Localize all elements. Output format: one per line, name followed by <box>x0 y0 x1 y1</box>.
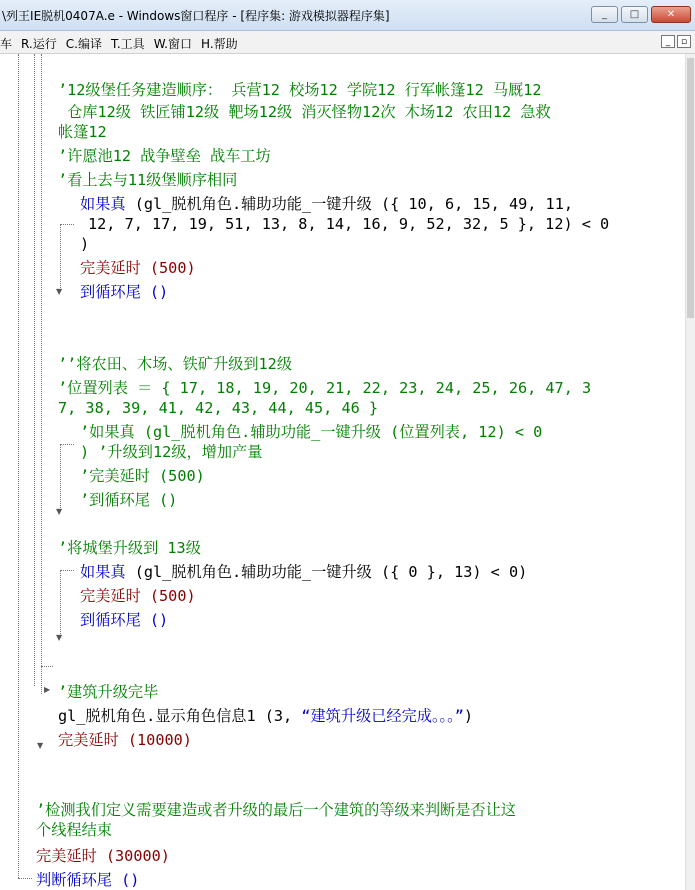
menu-item[interactable]: W.窗口 <box>153 37 192 51</box>
code-expression: 12, 7, 17, 19, 51, 13, 8, 14, 16, 9, 52, 32, 5 }, 12) < 0 <box>88 215 610 233</box>
code-loop-tail-call: 到循环尾 () <box>80 283 169 301</box>
maximize-button[interactable]: □ <box>621 6 648 23</box>
window-title: \列王IE脱机0407A.e - Windows窗口程序 - [程序集: 游戏模拟器程序集] <box>2 9 390 23</box>
code-delay-call: 完美延时 (30000) <box>36 847 170 865</box>
code-expression: (gl_脱机角色.辅助功能_一键升级 ({ 10, 6, 15, 49, 11, <box>125 195 573 213</box>
code-line-if3 <box>80 562 527 582</box>
menu-item[interactable]: R.运行 <box>21 37 57 51</box>
code-comment: ) ’升级到12级，增加产量 <box>80 443 263 461</box>
code-line-if1 <box>80 194 573 214</box>
code-comment: ’看上去与11级堡顺序相同 <box>58 171 238 189</box>
if1-guide-line <box>60 224 61 290</box>
code-editor[interactable] <box>0 54 686 890</box>
code-delay-call: 完美延时 (10000) <box>58 731 192 749</box>
loop-guide-bottom <box>18 878 32 879</box>
if2-guide-top <box>60 444 74 445</box>
menu-item[interactable]: H.帮助 <box>201 37 238 51</box>
code-expression: ) <box>80 235 90 253</box>
code-comment: ’如果真 (gl_脱机角色.辅助功能_一键升级 (位置列表, 12) < 0 <box>80 423 543 441</box>
if-keyword: 如果真 <box>80 563 126 581</box>
code-comment: 帐篷12 <box>58 123 107 141</box>
vertical-scrollbar[interactable] <box>685 54 695 890</box>
code-string: “建筑升级已经完成。。。” <box>301 707 464 725</box>
code-line-show-info <box>58 706 473 726</box>
scrollbar-thumb[interactable] <box>687 58 694 318</box>
code-comment: ’将城堡升级到 13级 <box>58 539 201 557</box>
code-expression: ) <box>463 707 474 725</box>
minimize-button[interactable]: _ <box>591 6 618 23</box>
mdi-restore-button[interactable]: ▫ <box>677 35 691 48</box>
code-expression: (gl_脱机角色.辅助功能_一键升级 ({ 0 }, 13) < 0) <box>125 563 528 581</box>
menu-item[interactable]: C.编译 <box>65 37 102 51</box>
code-expression: gl_脱机角色.显示角色信息1 (3, <box>58 707 302 725</box>
title-bar <box>0 0 695 31</box>
mdi-controls <box>661 35 691 48</box>
code-comment: 7, 38, 39, 41, 42, 43, 44, 45, 46 } <box>58 399 379 417</box>
if3-guide-arrow-icon: ▼ <box>56 633 63 642</box>
menu-bar <box>0 31 695 54</box>
window-controls <box>591 6 691 23</box>
loop-guide-line <box>18 54 19 878</box>
code-comment: ’建筑升级完毕 <box>58 683 159 701</box>
if3-guide-top <box>60 570 74 571</box>
menu-item[interactable]: T.工具 <box>110 37 145 51</box>
if2-guide-arrow-icon: ▼ <box>56 507 63 516</box>
menu-items <box>0 35 238 52</box>
code-comment: ’完美延时 (500) <box>80 467 205 485</box>
if1-guide-arrow-icon: ▼ <box>56 287 63 296</box>
code-comment: ’位置列表 ＝ { 17, 18, 19, 20, 21, 22, 23, 24, 25, 26, 47, 3 <box>58 379 592 397</box>
code-comment: ’许愿池12 战争壁垒 战车工坊 <box>58 147 271 165</box>
branch-guide-line <box>41 666 53 667</box>
inner-guide-line <box>41 54 42 694</box>
code-loop-tail-call: 到循环尾 () <box>80 611 169 629</box>
code-comment: 个线程结束 <box>36 821 112 839</box>
code-comment: ’12级堡任务建造顺序： 兵营12 校场12 学院12 行军帐篷12 马厩12 <box>58 81 542 99</box>
code-comment: ’’将农田、木场、铁矿升级到12级 <box>58 355 293 373</box>
if-keyword: 如果真 <box>80 195 126 213</box>
branch-down-arrow-icon: ▼ <box>37 741 44 750</box>
code-delay-call: 完美延时 (500) <box>80 587 196 605</box>
if3-guide-line <box>60 570 61 636</box>
mdi-minimize-button[interactable]: _ <box>661 35 675 48</box>
branch-arrow-icon: ▶ <box>44 685 51 694</box>
menu-item[interactable]: 车 <box>0 37 13 51</box>
code-comment: 仓库12级 铁匠铺12级 靶场12级 消灭怪物12次 木场12 农田12 急救 <box>58 103 551 121</box>
outer-guide-line <box>34 54 35 686</box>
code-judge-loop-tail: 判断循环尾 () <box>36 871 140 889</box>
if1-guide-top <box>60 224 74 225</box>
close-button[interactable]: ✕ <box>651 6 691 23</box>
code-comment: ’检测我们定义需要建造或者升级的最后一个建筑的等级来判断是否让这 <box>36 801 516 819</box>
if2-guide-line <box>60 444 61 510</box>
code-comment: ’到循环尾 () <box>80 491 178 509</box>
code-delay-call: 完美延时 (500) <box>80 259 196 277</box>
